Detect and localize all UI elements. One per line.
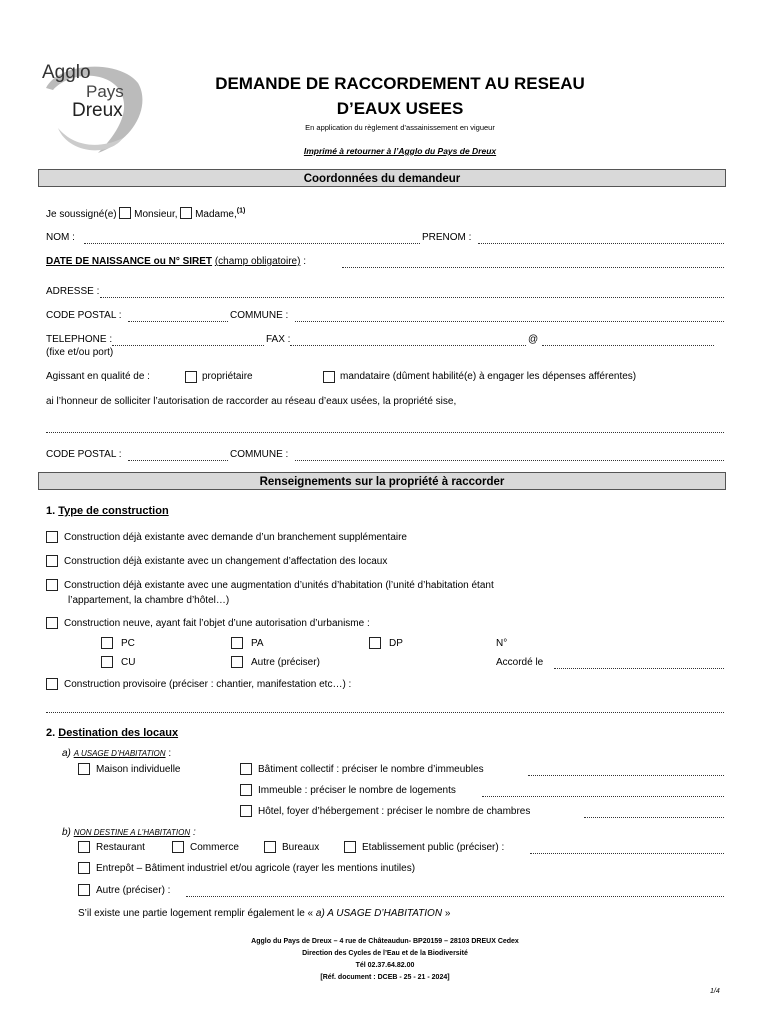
commune-label: COMMUNE : (230, 310, 289, 321)
naissance-field[interactable] (342, 267, 724, 268)
construction-affectation-label: Construction déjà existante avec un changement d’affectation des locaux (64, 556, 388, 567)
footer-reference: [Réf. document : DCEB - 25 - 21 - 2024] (320, 974, 450, 981)
restaurant-label: Restaurant (96, 842, 145, 853)
numero-label: N° (496, 638, 508, 649)
usage-habitation-heading (62, 748, 171, 759)
code-postal-label: CODE POSTAL : (46, 310, 122, 321)
usage-habitation-title: A USAGE D’HABITATION (73, 749, 166, 758)
commune-field[interactable] (295, 321, 724, 322)
autre-checkbox[interactable] (78, 884, 90, 896)
usage-habitation-colon: : (168, 748, 172, 759)
accorde-label: Accordé le (496, 657, 544, 668)
logement-note (78, 908, 450, 919)
autre-label: Autre (préciser) : (96, 885, 171, 896)
accorde-field[interactable] (554, 668, 724, 669)
construction-affectation-checkbox[interactable] (46, 555, 58, 567)
construction-augmentation-checkbox[interactable] (46, 579, 58, 591)
destination-title: Destination des locaux (58, 727, 179, 739)
construction-provisoire-checkbox[interactable] (46, 678, 58, 690)
pc-label: PC (121, 638, 135, 649)
etablissement-field[interactable] (530, 853, 724, 854)
construction-neuve-checkbox[interactable] (46, 617, 58, 629)
proprietaire-label: propriétaire (202, 371, 253, 382)
provisoire-field[interactable] (46, 712, 724, 713)
telephone-field[interactable] (112, 345, 264, 346)
return-note: Imprimé à retourner à l’Agglo du Pays de Dreux (303, 146, 497, 156)
batiment-label: Bâtiment collectif : préciser le nombre d’immeubles (258, 764, 484, 775)
non-habitation-title: NON DESTINE A L’HABITATION (73, 828, 191, 837)
madame-checkbox[interactable] (180, 207, 192, 219)
destination-heading (46, 727, 178, 739)
construction-branchement-label: Construction déjà existante avec demande d’un branchement supplémentaire (64, 532, 407, 543)
immeuble-field[interactable] (482, 796, 724, 797)
immeuble-checkbox[interactable] (240, 784, 252, 796)
autre-urbanisme-label: Autre (préciser) (251, 657, 320, 668)
logo (38, 58, 150, 158)
hotel-checkbox[interactable] (240, 805, 252, 817)
fax-label: FAX : (266, 334, 291, 345)
monsieur-label: Monsieur, (134, 209, 178, 220)
autre-urbanisme-checkbox[interactable] (231, 656, 243, 668)
type-number: 1. (46, 505, 56, 517)
mandataire-label: mandataire (dûment habilité(e) à engager les dépenses afférentes) (340, 371, 637, 382)
type-heading (46, 505, 169, 517)
pa-label: PA (251, 638, 264, 649)
commune2-field[interactable] (295, 460, 724, 461)
honneur-text: ai l’honneur de solliciter l’autorisation de raccorder au réseau d’eaux usées, la propriété sise, (46, 396, 457, 407)
footer-phone: Tél 02.37.64.82.00 (355, 962, 415, 969)
pc-checkbox[interactable] (101, 637, 113, 649)
section-heading-demandeur: Coordonnées du demandeur (38, 169, 726, 187)
commerce-label: Commerce (190, 842, 239, 853)
dp-checkbox[interactable] (369, 637, 381, 649)
email-field[interactable] (542, 345, 714, 346)
etablissement-checkbox[interactable] (344, 841, 356, 853)
construction-provisoire-label: Construction provisoire (préciser : chantier, manifestation etc…) : (64, 679, 352, 690)
construction-neuve-label: Construction neuve, ayant fait l’objet d’une autorisation d’urbanisme : (64, 618, 370, 629)
madame-footnote: (1) (236, 207, 246, 215)
usage-habitation-letter: a) (62, 748, 71, 759)
pa-checkbox[interactable] (231, 637, 243, 649)
logement-note-post: » (444, 908, 451, 919)
bureaux-label: Bureaux (282, 842, 320, 853)
fax-field[interactable] (290, 345, 526, 346)
telephone-label: TELEPHONE : (46, 334, 113, 345)
logo-text-agglo: Agglo (42, 62, 91, 83)
immeuble-label: Immeuble : préciser le nombre de logements (258, 785, 456, 796)
footer-address: Agglo du Pays de Dreux – 4 rue de Châteaudun- BP20159 – 28103 DREUX Cedex (251, 938, 519, 945)
dp-label: DP (389, 638, 403, 649)
monsieur-checkbox[interactable] (119, 207, 131, 219)
naissance-colon: : (303, 256, 306, 267)
proprietaire-checkbox[interactable] (185, 371, 197, 383)
entrepot-label: Entrepôt – Bâtiment industriel et/ou agricole (rayer les mentions inutiles) (96, 863, 416, 874)
adresse-field[interactable] (100, 297, 724, 298)
batiment-field[interactable] (528, 775, 724, 776)
non-habitation-colon: : (192, 827, 196, 838)
footer-direction: Direction des Cycles de l’Eau et de la Biodiversité (302, 950, 468, 957)
email-at: @ (528, 334, 539, 345)
autre-field[interactable] (186, 896, 724, 897)
qualite-label: Agissant en qualité de : (46, 371, 150, 382)
soussigne-line (46, 207, 245, 220)
nom-label: NOM : (46, 232, 75, 243)
naissance-label: DATE DE NAISSANCE ou N° SIRET (46, 256, 213, 267)
soussigne-label: Je soussigné(e) (46, 209, 117, 220)
mandataire-checkbox[interactable] (323, 371, 335, 383)
hotel-field[interactable] (584, 817, 724, 818)
page-number: 1/4 (710, 988, 720, 995)
code-postal2-label: CODE POSTAL : (46, 449, 122, 460)
maison-checkbox[interactable] (78, 763, 90, 775)
page-subtitle: En application du règlement d’assainissement en vigueur (305, 123, 495, 132)
entrepot-checkbox[interactable] (78, 862, 90, 874)
bureaux-checkbox[interactable] (264, 841, 276, 853)
madame-label: Madame, (195, 209, 237, 220)
destination-number: 2. (46, 727, 56, 739)
non-habitation-letter: b) (62, 827, 71, 838)
fixe-note: (fixe et/ou port) (46, 347, 114, 358)
type-title: Type de construction (58, 505, 169, 517)
prenom-field[interactable] (478, 243, 724, 244)
non-habitation-heading (62, 827, 196, 838)
restaurant-checkbox[interactable] (78, 841, 90, 853)
code-postal2-field[interactable] (128, 460, 228, 461)
maison-label: Maison individuelle (96, 764, 181, 775)
naissance-note: (champ obligatoire) (214, 256, 301, 267)
prenom-label: PRENOM : (422, 232, 472, 243)
cu-label: CU (121, 657, 136, 668)
page-title-line1: DEMANDE DE RACCORDEMENT AU RESEAU (215, 74, 585, 93)
commune2-label: COMMUNE : (230, 449, 289, 460)
construction-augmentation-label-2: l’appartement, la chambre d’hôtel…) (68, 595, 230, 606)
propriete-adresse-field[interactable] (46, 432, 724, 433)
logo-text-pays: Pays (86, 82, 124, 101)
code-postal-field[interactable] (128, 321, 228, 322)
naissance-line (46, 256, 306, 267)
nom-field[interactable] (84, 243, 420, 244)
commerce-checkbox[interactable] (172, 841, 184, 853)
batiment-checkbox[interactable] (240, 763, 252, 775)
hotel-label: Hôtel, foyer d’hébergement : préciser le nombre de chambres (258, 806, 531, 817)
construction-branchement-checkbox[interactable] (46, 531, 58, 543)
adresse-label: ADRESSE : (46, 286, 100, 297)
logement-note-pre: S’il existe une partie logement remplir également le « (78, 908, 314, 919)
section-heading-propriete: Renseignements sur la propriété à raccorder (38, 472, 726, 490)
logement-note-ref: a) A USAGE D’HABITATION (315, 908, 443, 919)
cu-checkbox[interactable] (101, 656, 113, 668)
construction-augmentation-label: Construction déjà existante avec une augmentation d’unités d’habitation (l’unité d’habitation étant (64, 580, 494, 591)
page-title-line2: D’EAUX USEES (336, 99, 464, 118)
logo-text-dreux: Dreux (72, 100, 123, 121)
etablissement-label: Etablissement public (préciser) : (362, 842, 505, 853)
